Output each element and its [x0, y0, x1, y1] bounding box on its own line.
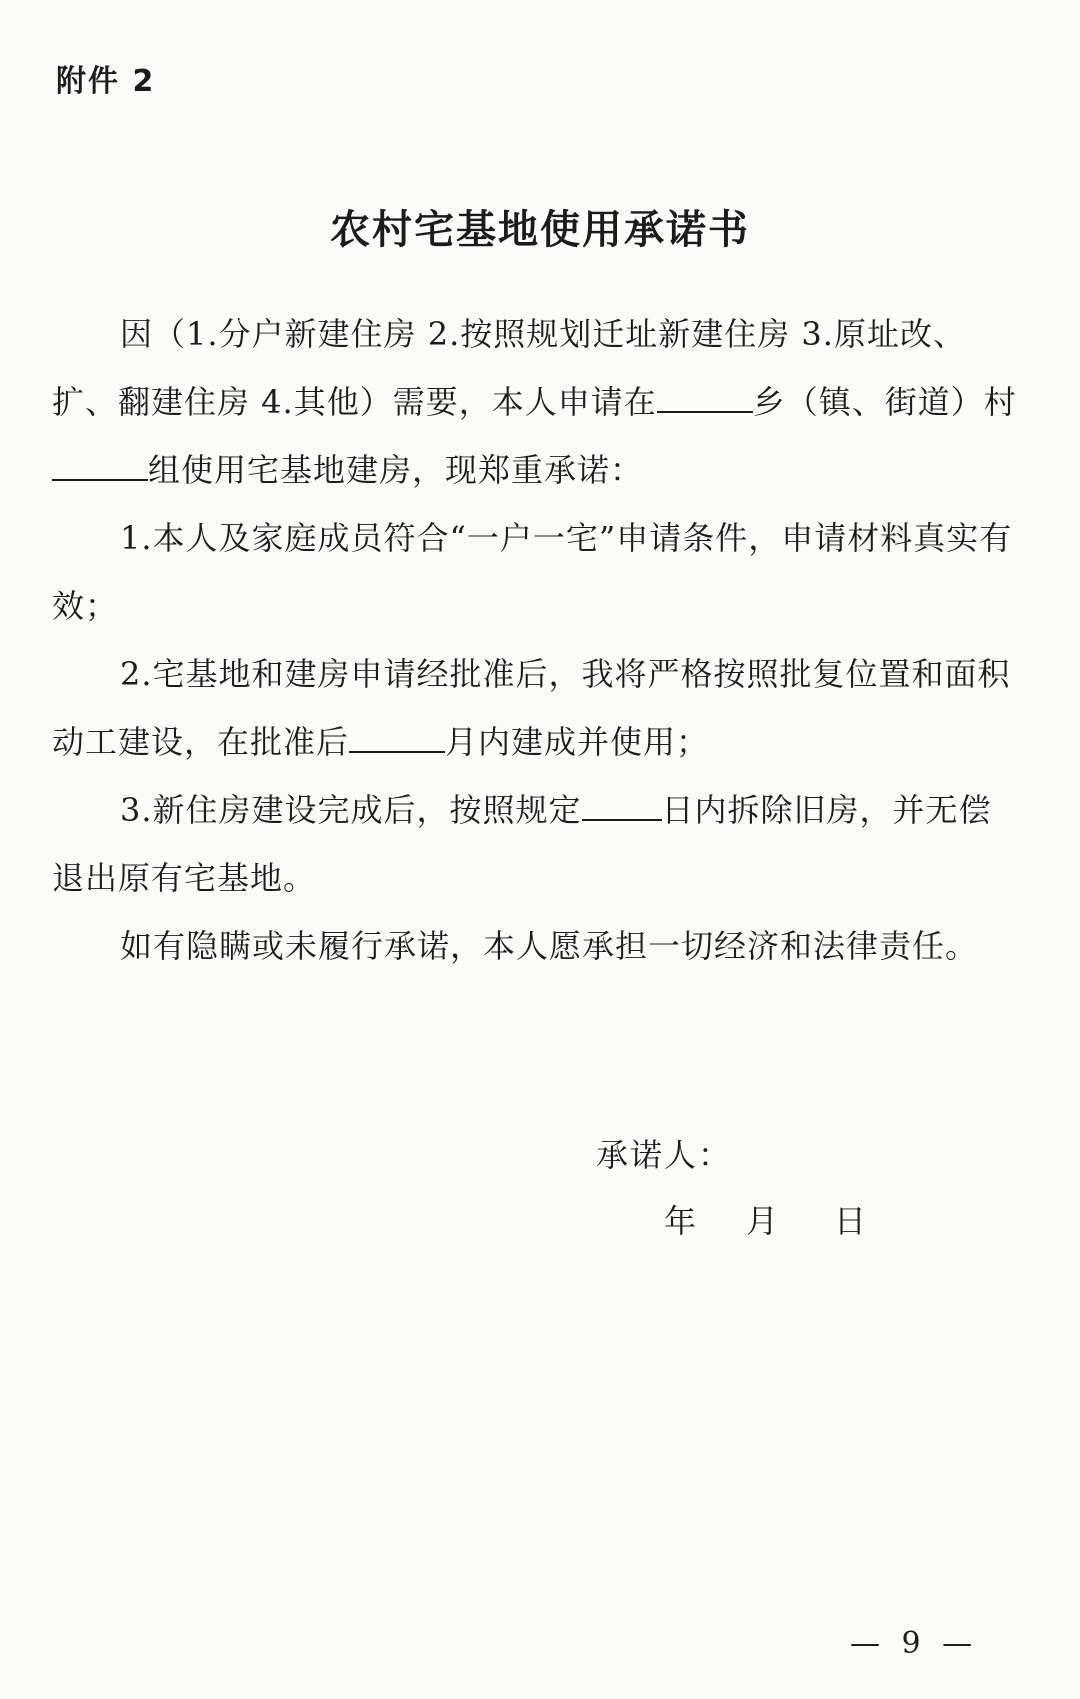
document-body: [52, 300, 1022, 980]
item-2-text-2: 月内建成并使用；: [445, 723, 710, 761]
document-title: 农村宅基地使用承诺书: [330, 207, 750, 253]
intro-text-1: 因（1.分户新建住房 2.按照规划迁址新建住房 3.原址改、扩、翻建住房 4.其他）需要，本人申请在: [52, 315, 966, 421]
item-2-text-1: 2.宅基地和建房申请经批准后，我将严格按照批复位置和面积动工建设，在批准后: [52, 655, 1011, 761]
date-year: 年: [664, 1202, 697, 1240]
signature-date: [664, 1196, 866, 1242]
item-3-text-2: 日内拆除旧房，并无偿退出原有宅基地。: [52, 791, 992, 897]
promise-item-3: [52, 776, 1022, 912]
months-blank: [349, 721, 445, 753]
promisor-label: 承诺人：: [596, 1136, 733, 1174]
promise-item-1: 1.本人及家庭成员符合“一户一宅”申请条件，申请材料真实有效；: [52, 519, 1013, 625]
intro-text-2: 乡（镇、街道）村: [752, 383, 1017, 421]
intro-paragraph: [52, 300, 1022, 504]
closing-paragraph: 如有隐瞒或未履行承诺，本人愿承担一切经济和法律责任。: [120, 927, 979, 965]
attachment-label: 附件 2: [56, 64, 156, 99]
item-3-text-1: 3.新住房建设完成后，按照规定: [120, 791, 582, 829]
page-number: — 9 —: [850, 1626, 979, 1661]
group-blank: [52, 449, 148, 481]
intro-text-3: 组使用宅基地建房，现郑重承诺：: [148, 451, 644, 489]
township-blank: [657, 381, 753, 413]
date-day: 日: [834, 1202, 867, 1240]
date-month: 月: [746, 1202, 779, 1240]
promise-item-2: [52, 640, 1022, 776]
days-blank: [582, 789, 662, 821]
